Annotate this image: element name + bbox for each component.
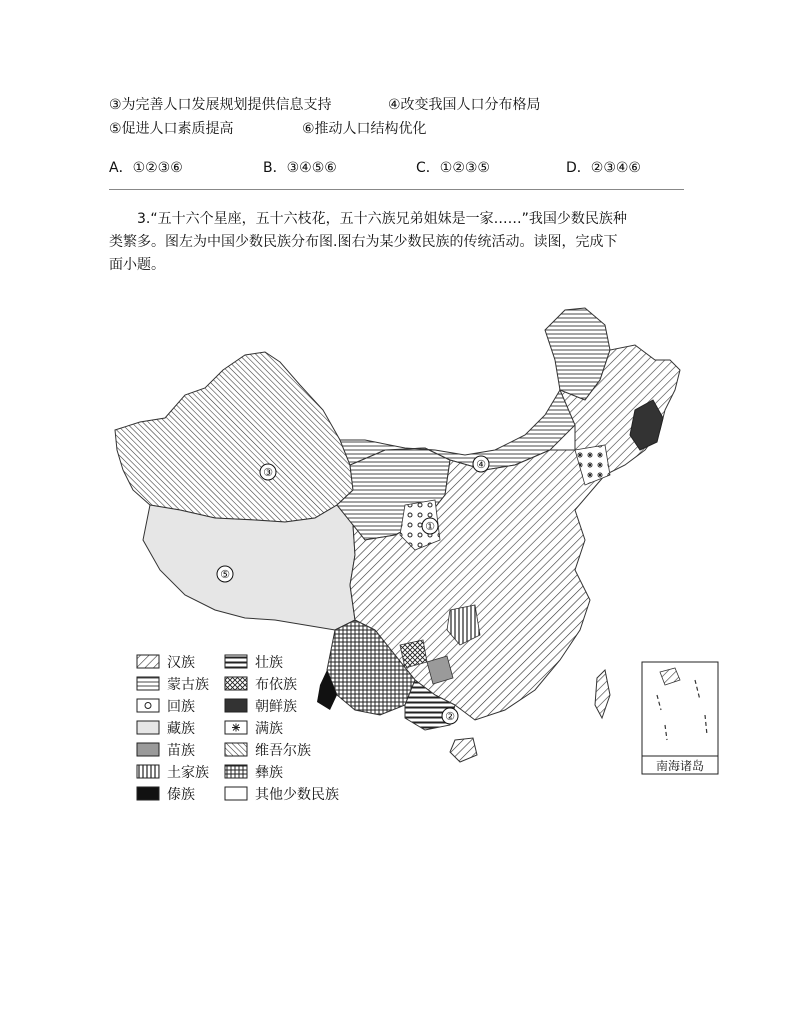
region-tibet — [143, 505, 355, 630]
region-label-2: ② — [445, 710, 455, 723]
region-label-4: ④ — [476, 458, 486, 471]
svg-text:苗族: 苗族 — [167, 743, 195, 759]
legend-item-dai — [137, 787, 195, 803]
svg-text:傣族: 傣族 — [167, 787, 195, 803]
legend-item-mongol — [137, 676, 209, 693]
legend-item-buyi — [225, 677, 297, 693]
section-divider — [109, 189, 684, 190]
svg-text:彝族: 彝族 — [255, 765, 283, 781]
region-taiwan — [595, 670, 610, 718]
option-b-letter: B． — [263, 160, 287, 176]
legend-item-zhuang — [225, 655, 283, 671]
region-label-5: ⑤ — [220, 568, 230, 581]
legend-item-miao — [137, 742, 195, 759]
svg-text:布依族: 布依族 — [255, 677, 297, 693]
svg-text:维吾尔族: 维吾尔族 — [255, 743, 311, 759]
south-china-sea-inset — [642, 662, 718, 774]
legend-item-uyghur — [225, 743, 311, 759]
question-3-text — [109, 208, 689, 277]
option-c-value: ①②③⑤ — [439, 160, 490, 176]
question-3-line-2: 类繁多。图左为中国少数民族分布图.图右为某少数民族的传统活动。读图，完成下 — [109, 234, 618, 250]
option-d-value: ②③④⑥ — [590, 160, 641, 176]
map-legend — [137, 655, 339, 803]
question-3-line-1: 3.“五十六个星座，五十六枝花，五十六族兄弟姐妹是一家……”我国少数民族种 — [137, 211, 627, 227]
option-a-value: ①②③⑥ — [132, 160, 183, 176]
region-inner-mongolia — [340, 308, 610, 470]
statement-3: ③为完善人口发展规划提供信息支持 — [109, 97, 332, 113]
legend-item-yi — [225, 765, 283, 781]
region-hainan — [450, 738, 477, 762]
legend-item-manchu — [225, 720, 283, 737]
option-c-letter: C． — [416, 160, 440, 176]
china-outline — [115, 308, 680, 762]
svg-text:藏族: 藏族 — [167, 721, 195, 737]
option-d-letter: D． — [566, 160, 591, 176]
legend-item-tibetan — [137, 720, 195, 737]
option-d[interactable] — [566, 157, 641, 177]
legend-item-other — [225, 786, 339, 803]
ethnic-distribution-map — [105, 300, 725, 810]
statement-6: ⑥推动人口结构优化 — [302, 121, 427, 137]
option-b-value: ③④⑤⑥ — [286, 160, 337, 176]
svg-text:满族: 满族 — [255, 721, 283, 737]
legend-item-han — [137, 655, 195, 671]
region-xinjiang — [115, 352, 353, 522]
svg-text:蒙古族: 蒙古族 — [167, 677, 209, 693]
option-a[interactable] — [109, 157, 183, 177]
legend-item-korean — [225, 698, 297, 715]
region-label-1: ① — [425, 520, 435, 533]
option-b[interactable] — [263, 157, 337, 177]
svg-text:回族: 回族 — [167, 699, 195, 715]
legend-item-hui — [137, 699, 195, 715]
question-3-line-3: 面小题。 — [109, 257, 165, 273]
inset-label: 南海诸岛 — [655, 759, 705, 773]
region-label-3: ③ — [263, 466, 273, 479]
svg-text:其他少数民族: 其他少数民族 — [255, 787, 339, 803]
option-c[interactable] — [416, 157, 490, 177]
statement-4: ④改变我国人口分布格局 — [388, 97, 541, 113]
svg-text:土家族: 土家族 — [167, 765, 209, 781]
svg-text:汉族: 汉族 — [167, 655, 195, 671]
svg-text:朝鲜族: 朝鲜族 — [255, 699, 297, 715]
legend-item-tujia — [137, 764, 209, 781]
option-a-letter: A． — [109, 160, 133, 176]
svg-text:壮族: 壮族 — [255, 655, 283, 671]
statement-5: ⑤促进人口素质提高 — [109, 121, 234, 137]
